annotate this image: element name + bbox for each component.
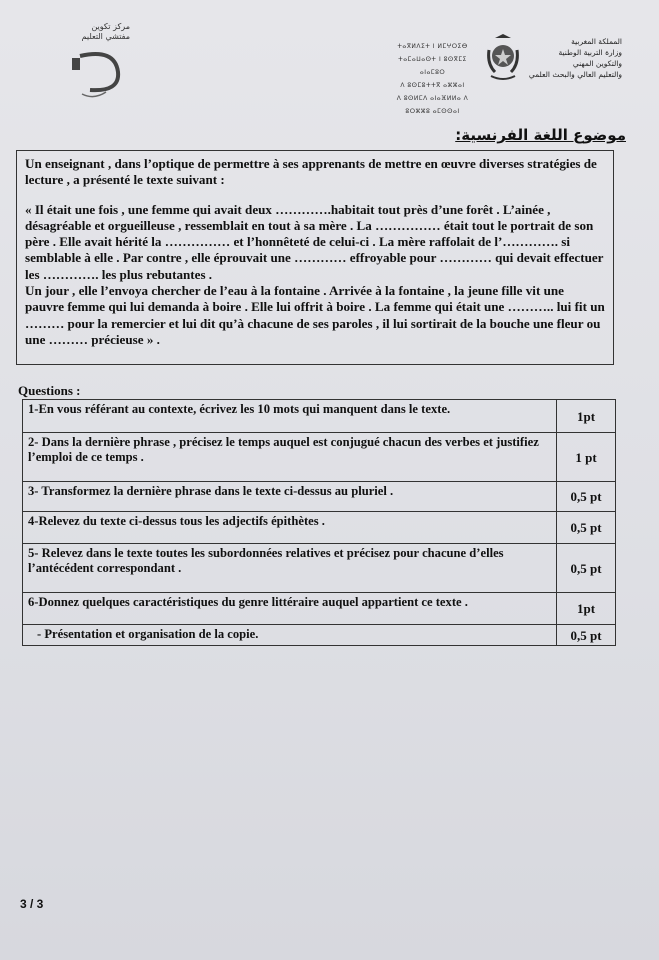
tifinagh-line-4: ⴷ ⵓⵙⵍⵎⴷ ⴰⵏⴰⴼⵍⵍⴰ ⴷ ⵓⵔⵣⵣⵓ ⴰⵎⵙⵙⴰⵏ xyxy=(396,95,469,115)
subject-title: موضوع اللغة الفرنسية: xyxy=(455,126,626,144)
question-points: 1 pt xyxy=(557,433,616,482)
questions-table xyxy=(22,399,616,646)
ministry-line-3: والتكوين المهني xyxy=(572,59,622,68)
question-text: - Présentation et organisation de la copie. xyxy=(23,625,557,646)
question-text: 4-Relevez du texte ci-dessus tous les adjectifs épithètes . xyxy=(23,512,557,544)
passage-paragraph-1: « Il était une fois , une femme qui avait deux ………….habitait tout près d’une forêt . L’ainée , désagréable et orgueilleuse , ressemblait en tout à sa mère . La …………… était tout le portrait de son père . Elle avait hérité la …………… et l’honnêteté de celui-ci . La mère raffolait de l’…………. si semblable à elle . Par contre , elle éprouvait une ………… effroyable pour ………… qui devait effectuer les …………. les plus rebutantes . xyxy=(25,201,604,282)
center-emblem-icon xyxy=(60,44,130,104)
coat-of-arms-icon xyxy=(485,34,521,82)
ministry-tifinagh xyxy=(385,40,480,118)
question-points: 1pt xyxy=(557,400,616,433)
table-row xyxy=(23,625,616,646)
question-points: 1pt xyxy=(557,593,616,625)
question-points: 0,5 pt xyxy=(557,625,616,646)
tifinagh-line-3: ⴷ ⵓⵙⵎⵓⵜⵜⴳ ⴰⵣⵣⴰⵏ xyxy=(400,82,465,89)
questions-heading: Questions : xyxy=(18,383,81,398)
training-center-logo xyxy=(60,22,130,102)
question-text: 5- Relevez dans le texte toutes les subordonnées relatives et précisez pour chacune d’elles l’antécédent correspondant . xyxy=(23,544,557,593)
ministry-line-4: والتعليم العالي والبحث العلمي xyxy=(528,70,622,79)
question-points: 0,5 pt xyxy=(557,512,616,544)
table-row xyxy=(23,544,616,593)
table-row xyxy=(23,593,616,625)
tifinagh-line-2: ⵜⴰⵎⴰⵡⴰⵙⵜ ⵏ ⵓⵙⴳⵎⵉ ⴰⵏⴰⵎⵓⵔ xyxy=(398,56,467,76)
question-text: 3- Transformez la dernière phrase dans le texte ci-dessus au pluriel . xyxy=(23,482,557,512)
page-number: 3 / 3 xyxy=(20,897,44,911)
tifinagh-line-1: ⵜⴰⴳⵍⴷⵉⵜ ⵏ ⵍⵎⵖⵔⵉⴱ xyxy=(397,43,468,50)
question-text: 2- Dans la dernière phrase , précisez le temps auquel est conjugué chacun des verbes et justifiez l’emploi de ce temps . xyxy=(23,433,557,482)
logo-arabic-line-2: مفتشي التعليم xyxy=(81,32,130,41)
ministry-arabic xyxy=(522,36,622,80)
reading-text-box xyxy=(16,150,614,365)
ministry-line-1: المملكة المغربية xyxy=(571,37,622,46)
question-points: 0,5 pt xyxy=(557,482,616,512)
instructions-intro: Un enseignant , dans l’optique de permettre à ses apprenants de mettre en œuvre diverses stratégies de lecture , a présenté le texte suivant : xyxy=(25,156,597,188)
table-row xyxy=(23,482,616,512)
table-row xyxy=(23,400,616,433)
passage-paragraph-2: Un jour , elle l’envoya chercher de l’eau à la fontaine . Arrivée à la fontaine , la jeune fille vit une pauvre femme qui lui demanda à boire . Elle lui offrit à boire . La femme qui était une ……….. lui fit un ……… pour la remercier et lui dit qu’à chacune de ses paroles , il lui sortirait de la bouche une fleur ou une ……… précieuse » . xyxy=(25,283,605,347)
question-text: 6-Donnez quelques caractéristiques du genre littéraire auquel appartient ce texte . xyxy=(23,593,557,625)
table-row xyxy=(23,512,616,544)
question-points: 0,5 pt xyxy=(557,544,616,593)
ministry-line-2: وزارة التربية الوطنية xyxy=(558,48,622,57)
logo-arabic-line-1: مركز تكوين xyxy=(91,22,130,31)
question-text: 1-En vous référant au contexte, écrivez les 10 mots qui manquent dans le texte. xyxy=(23,400,557,433)
table-row xyxy=(23,433,616,482)
